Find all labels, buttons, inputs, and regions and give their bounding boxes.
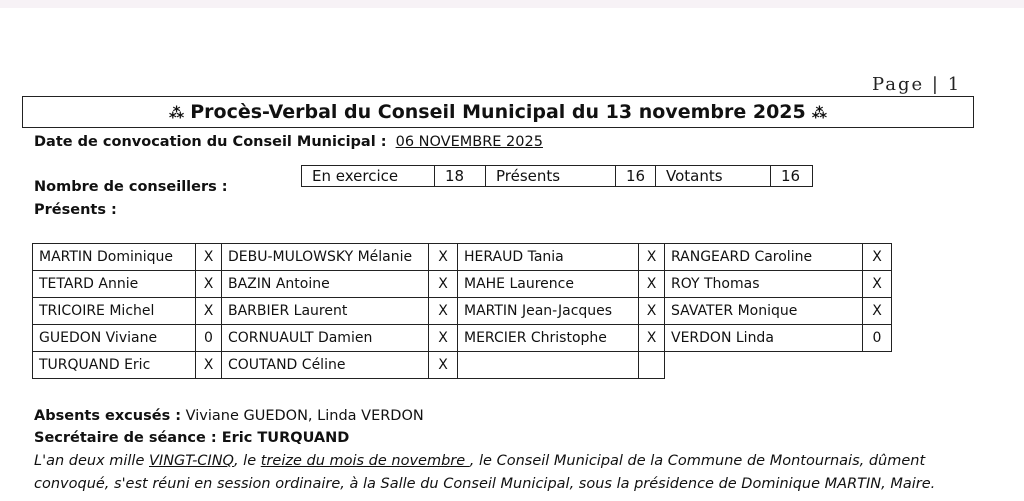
councillor-name: TRICOIRE Michel <box>33 298 196 325</box>
councillor-name: TETARD Annie <box>33 271 196 298</box>
counts-label: Nombre de conseillers : <box>34 179 228 195</box>
secretaire-value: Eric TURQUAND <box>221 430 350 446</box>
presents-count-label: Présents <box>486 166 616 187</box>
presence-mark: 0 <box>196 325 222 352</box>
attendance-row <box>33 352 892 379</box>
presence-mark: X <box>196 271 222 298</box>
paragraph-date: treize du mois de novembre <box>260 453 470 469</box>
presents-count-value: 16 <box>616 166 656 187</box>
paragraph-part: , le Conseil Municipal de la Commune de Montournais, dûment <box>469 453 926 469</box>
councillor-name: MARTIN Dominique <box>33 244 196 271</box>
councillor-name: VERDON Linda <box>665 325 863 352</box>
presence-mark: X <box>429 298 458 325</box>
councillor-name <box>458 352 639 379</box>
ornament-right-icon: ⁂ <box>811 104 828 122</box>
presence-mark: X <box>429 325 458 352</box>
presence-mark: X <box>429 244 458 271</box>
councillor-name: COUTAND Céline <box>222 352 429 379</box>
presence-mark: X <box>196 298 222 325</box>
absents-value: Viviane GUEDON, Linda VERDON <box>185 408 424 424</box>
councillor-name: MAHE Laurence <box>458 271 639 298</box>
attendance-row <box>33 298 892 325</box>
page-number: Page | 1 <box>872 74 962 95</box>
document-page <box>0 8 1024 501</box>
councillor-name: BAZIN Antoine <box>222 271 429 298</box>
councillor-name: DEBU-MULOWSKY Mélanie <box>222 244 429 271</box>
secretaire-line <box>34 430 349 446</box>
paragraph-line-1 <box>34 453 925 469</box>
presence-mark <box>863 352 892 379</box>
paragraph-line-2: convoqué, s'est réuni en session ordinaire, à la Salle du Conseil Municipal, sous la présidence de Dominique MARTIN, Maire. <box>34 476 936 492</box>
absents-label: Absents excusés : <box>34 408 182 424</box>
councillor-name: RANGEARD Caroline <box>665 244 863 271</box>
councillor-name: CORNUAULT Damien <box>222 325 429 352</box>
ornament-left-icon: ⁂ <box>168 104 185 122</box>
councillor-name: TURQUAND Eric <box>33 352 196 379</box>
absents-line <box>34 408 424 424</box>
councillor-name: BARBIER Laurent <box>222 298 429 325</box>
presence-mark: X <box>429 352 458 379</box>
secretaire-label: Secrétaire de séance : <box>34 430 217 446</box>
paragraph-part: L'an deux mille <box>34 453 149 469</box>
en-exercice-value: 18 <box>435 166 486 187</box>
attendance-table <box>32 243 892 379</box>
presence-mark: X <box>639 298 665 325</box>
presence-mark: X <box>196 244 222 271</box>
presents-heading: Présents : <box>34 202 117 218</box>
presence-mark: X <box>639 271 665 298</box>
paragraph-year: VINGT-CINQ <box>149 453 234 469</box>
en-exercice-label: En exercice <box>302 166 435 187</box>
page-title: Procès-Verbal du Conseil Municipal du 13 novembre 2025 <box>190 101 806 123</box>
convocation-line <box>34 134 543 150</box>
councillor-name: MERCIER Christophe <box>458 325 639 352</box>
presence-mark <box>639 352 665 379</box>
presence-mark: 0 <box>863 325 892 352</box>
councillor-name: GUEDON Viviane <box>33 325 196 352</box>
counts-table <box>301 165 813 187</box>
paragraph-part: , le <box>233 453 261 469</box>
title-box <box>22 96 974 128</box>
presence-mark: X <box>863 298 892 325</box>
councillor-name: SAVATER Monique <box>665 298 863 325</box>
councillor-name: HERAUD Tania <box>458 244 639 271</box>
presence-mark: X <box>196 352 222 379</box>
councillor-name: ROY Thomas <box>665 271 863 298</box>
attendance-row <box>33 271 892 298</box>
councillor-name: MARTIN Jean-Jacques <box>458 298 639 325</box>
presence-mark: X <box>863 271 892 298</box>
convocation-label: Date de convocation du Conseil Municipal : <box>34 134 387 150</box>
attendance-row <box>33 325 892 352</box>
votants-label: Votants <box>656 166 771 187</box>
presence-mark: X <box>639 244 665 271</box>
councillor-name <box>665 352 863 379</box>
convocation-date: 06 NOVEMBRE 2025 <box>395 134 543 150</box>
presence-mark: X <box>863 244 892 271</box>
votants-value: 16 <box>771 166 813 187</box>
presence-mark: X <box>639 325 665 352</box>
presence-mark: X <box>429 271 458 298</box>
attendance-row <box>33 244 892 271</box>
